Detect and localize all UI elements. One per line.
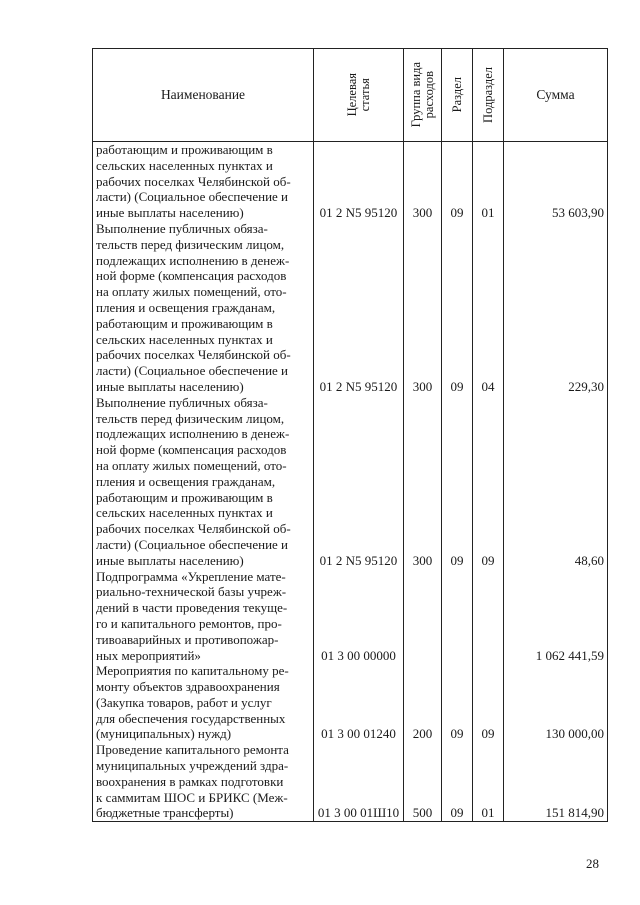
row-group: 200 — [404, 663, 442, 742]
row-subsection: 01 — [473, 142, 504, 221]
row-sum: 1 062 441,59 — [504, 569, 608, 664]
row-section: 09 — [442, 395, 473, 569]
row-section: 09 — [442, 742, 473, 821]
row-subsection: 01 — [473, 742, 504, 821]
header-target: Целевая статья — [344, 73, 372, 117]
row-subsection: 09 — [473, 663, 504, 742]
row-target: 01 2 N5 95120 — [314, 395, 404, 569]
row-name-cell — [93, 742, 314, 821]
row-subsection: 09 — [473, 395, 504, 569]
row-target: 01 3 00 01Ш10 — [314, 742, 404, 821]
table-row — [93, 142, 608, 221]
row-sum: 151 814,90 — [504, 742, 608, 821]
budget-table — [92, 48, 608, 822]
row-name-cell — [93, 569, 314, 664]
row-target: 01 2 N5 95120 — [314, 221, 404, 395]
table-row — [93, 569, 608, 664]
row-name-cell — [93, 221, 314, 395]
row-group: 500 — [404, 742, 442, 821]
row-name-cell — [93, 142, 314, 221]
header-target-cell — [314, 49, 404, 142]
row-section — [442, 569, 473, 664]
row-name: работающим и проживающим в сельских населенных пунктах и рабочих поселках Челябинской об- ласти) (Социальное обеспечение и иные выплаты населению) — [96, 142, 291, 221]
row-name-cell — [93, 395, 314, 569]
row-sum: 53 603,90 — [504, 142, 608, 221]
header-section: Раздел — [449, 77, 464, 113]
row-name: Мероприятия по капитальному ре- монту объектов здравоохранения (Закупка товаров, работ и услуг для обеспечения государственных (муниципальных) нужд) — [96, 663, 289, 742]
row-target: 01 2 N5 95120 — [314, 142, 404, 221]
row-name: Выполнение публичных обяза- тельств перед физическим лицом, подлежащих исполнению в денеж- ной форме (компенсация расходов на оплату жилых помещений, ото- пления и освещения гражданам, работающим и проживающим в сельских населенных пунктах и рабочих поселках Челябинской об- ласти) (Социальное обеспечение и иные выплаты населению) — [96, 220, 291, 394]
header-subsection-cell — [473, 49, 504, 142]
header-sum: Сумма — [504, 49, 608, 142]
page-number: 28 — [586, 856, 599, 871]
row-section: 09 — [442, 663, 473, 742]
row-section: 09 — [442, 142, 473, 221]
row-group: 300 — [404, 395, 442, 569]
header-section-cell — [442, 49, 473, 142]
table-row — [93, 663, 608, 742]
header-name: Наименование — [93, 49, 314, 142]
row-sum: 130 000,00 — [504, 663, 608, 742]
header-group: Группа вида расходов — [408, 62, 436, 128]
row-sum: 229,30 — [504, 221, 608, 395]
header-group-cell — [404, 49, 442, 142]
table-row — [93, 221, 608, 395]
row-subsection: 04 — [473, 221, 504, 395]
row-target: 01 3 00 01240 — [314, 663, 404, 742]
row-group — [404, 569, 442, 664]
header-subsection: Подраздел — [480, 67, 495, 123]
header-row — [93, 49, 608, 142]
row-name-cell — [93, 663, 314, 742]
table-row — [93, 395, 608, 569]
row-name: Выполнение публичных обяза- тельств перед физическим лицом, подлежащих исполнению в денеж- ной форме (компенсация расходов на оплату жилых помещений, ото- пления и освещения гражданам, работающим и проживающим в сельских населенных пунктах и рабочих поселках Челябинской об- ласти) (Социальное обеспечение и иные выплаты населению) — [96, 394, 291, 568]
row-name: Подпрограмма «Укрепление мате- риально-технической базы учреж- дений в части проведения текуще- го и капитального ремонтов, про- тивоаварийных и противопожар- ных мероприятий» — [96, 568, 288, 663]
table-row — [93, 742, 608, 821]
row-sum: 48,60 — [504, 395, 608, 569]
row-group: 300 — [404, 221, 442, 395]
row-name: Проведение капитального ремонта муниципальных учреждений здра- воохранения в рамках подготовки к саммитам ШОС и БРИКС (Меж- бюджетные трансферты) — [96, 742, 289, 821]
row-group: 300 — [404, 142, 442, 221]
row-section: 09 — [442, 221, 473, 395]
row-subsection — [473, 569, 504, 664]
row-target: 01 3 00 00000 — [314, 569, 404, 664]
